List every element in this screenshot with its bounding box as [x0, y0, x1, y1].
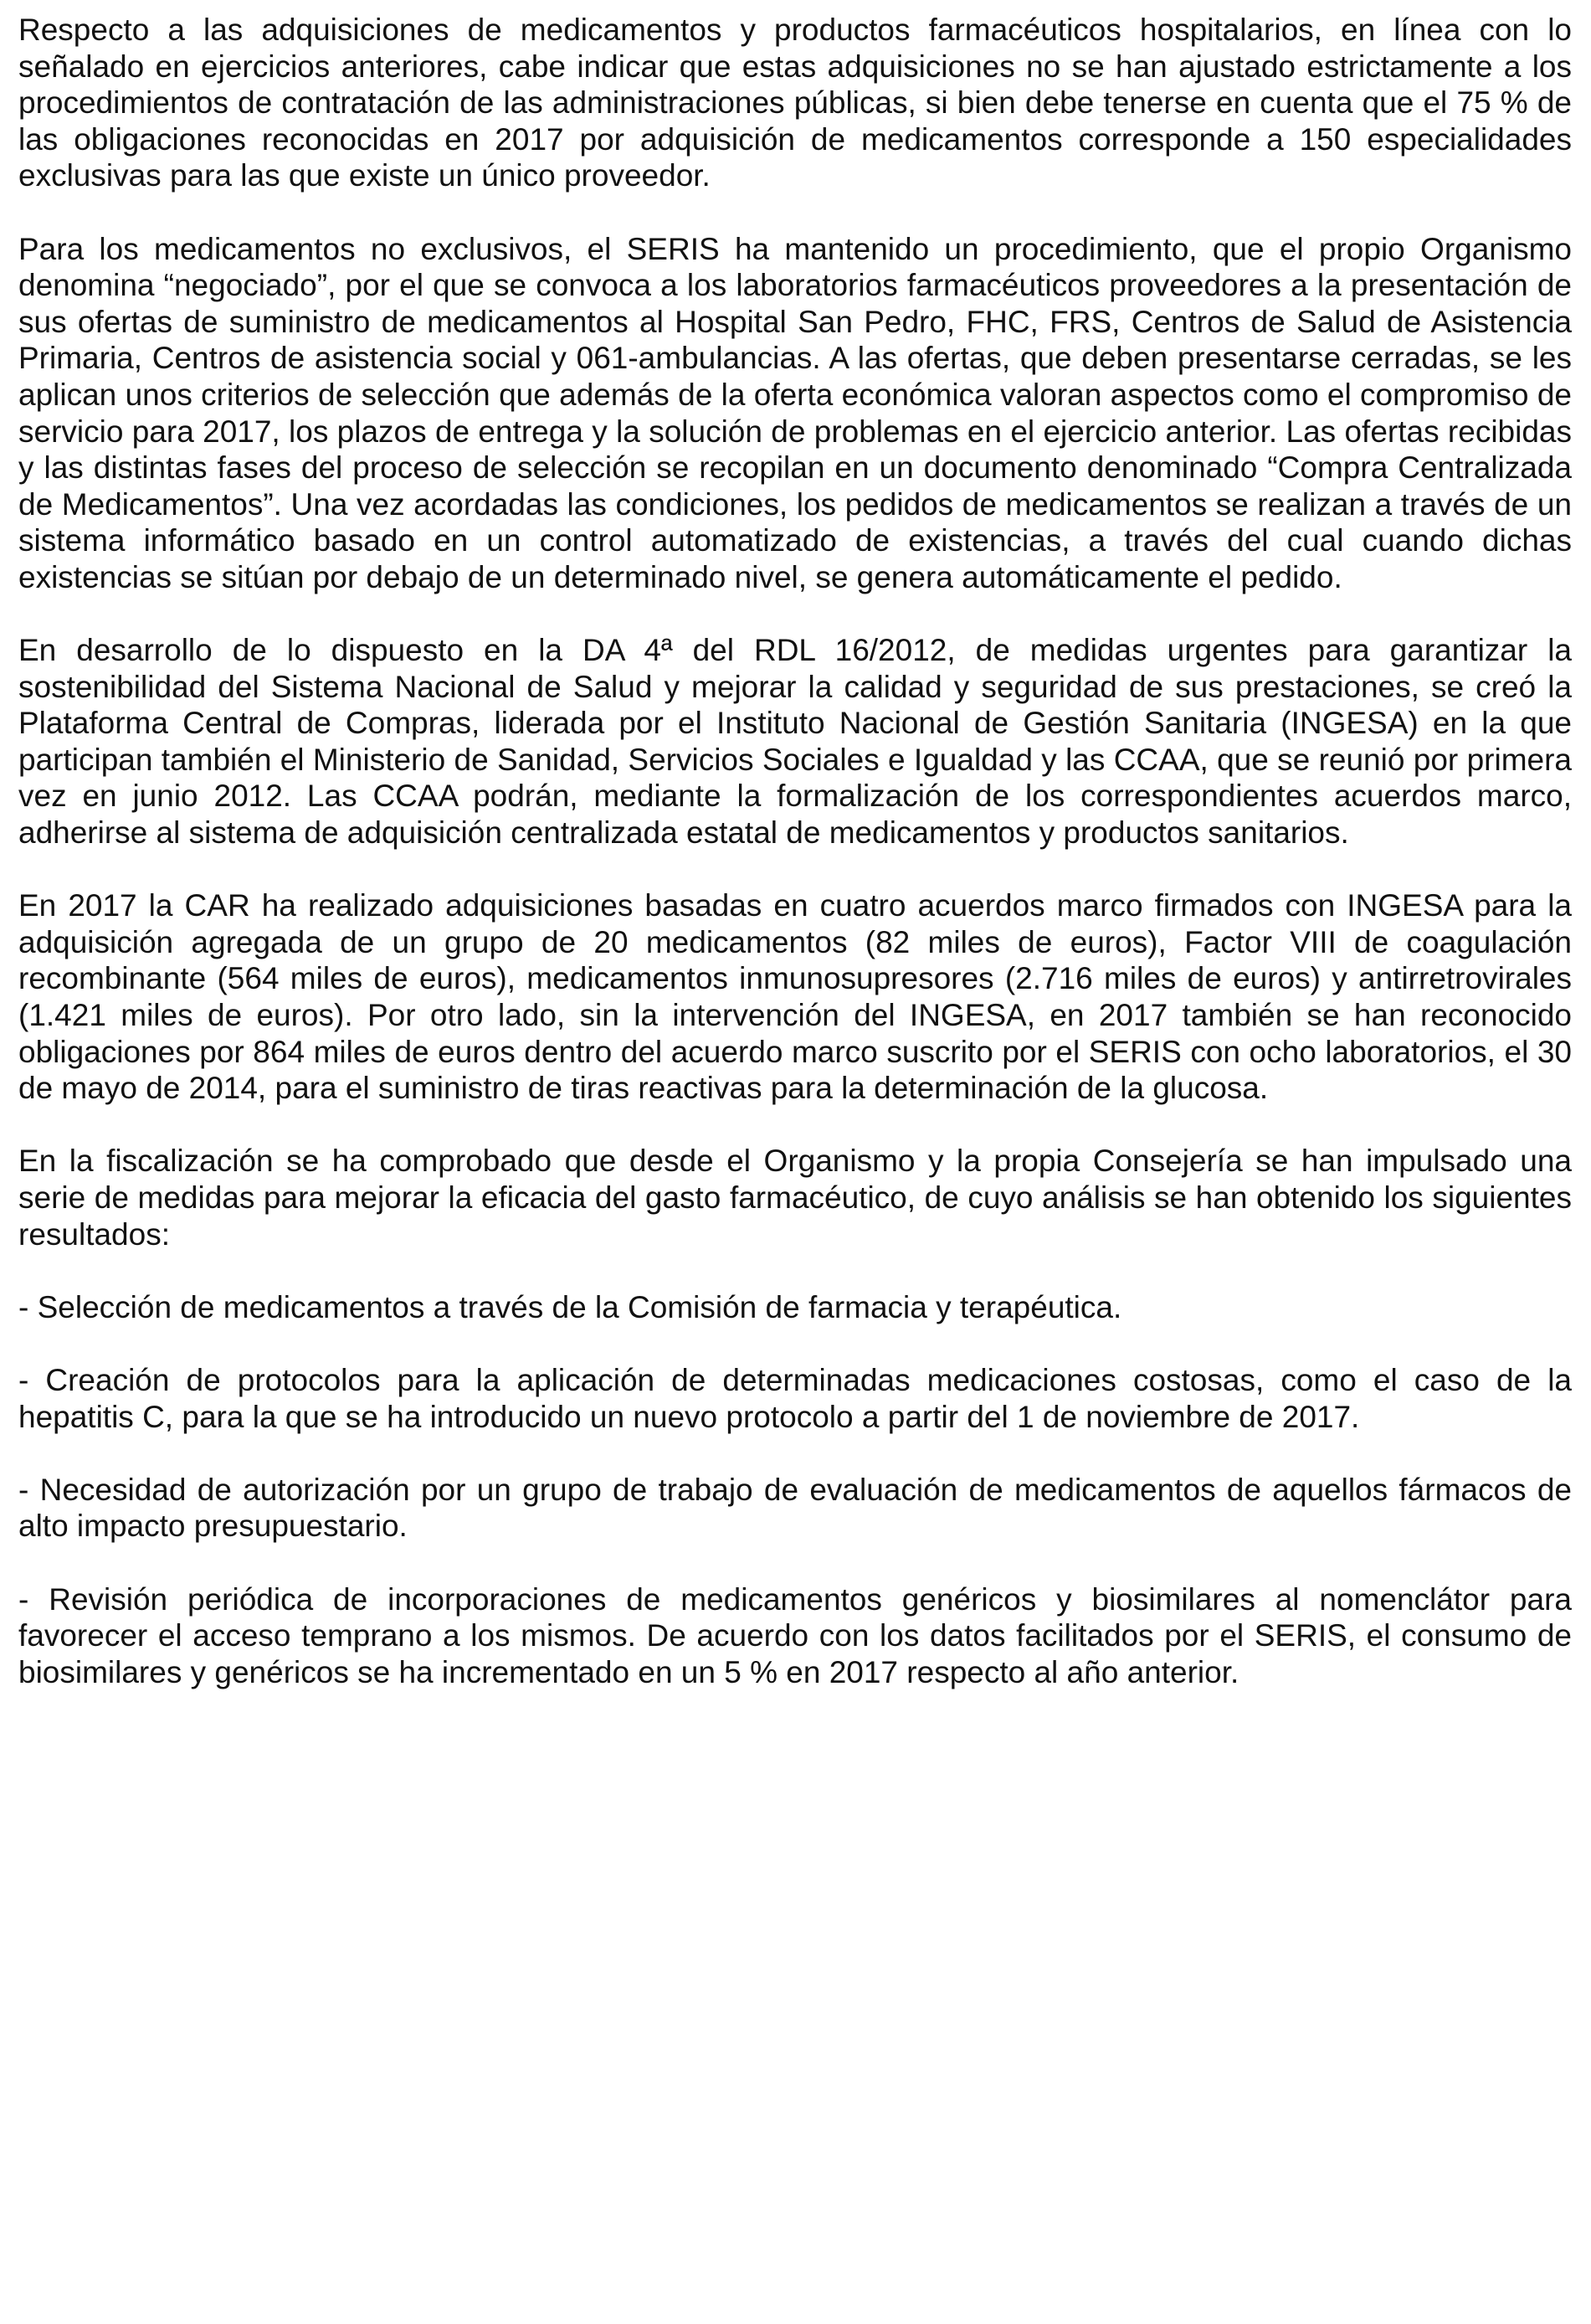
paragraph-adquisiciones-medicamentos: Respecto a las adquisiciones de medicamentos y productos farmacéuticos hospitalarios, en línea con lo señalado en ejercicios anteriores, cabe indicar que estas adquisiciones no se han ajustado estrictamente a los procedimientos de contratación de las administraciones públicas, si bien debe tenerse en cuenta que el 75 % de las obligaciones reconocidas en 2017 por adquisición de medicamentos corresponde a 150 especialidades exclusivas para las que existe un único proveedor.: [18, 13, 1572, 193]
list-item-seleccion-medicamentos: - Selección de medicamentos a través de la Comisión de farmacia y terapéutica.: [18, 1289, 1122, 1324]
list-item-creacion-protocolos: - Creación de protocolos para la aplicación de determinadas medicaciones costosas, como el caso de la hepatitis C, para la que se ha introducido un nuevo protocolo a partir del 1 de noviembre de 2017.: [18, 1362, 1572, 1434]
paragraph-medicamentos-no-exclusivos: Para los medicamentos no exclusivos, el SERIS ha mantenido un procedimiento, que el propio Organismo denomina “negociado”, por el que se convoca a los laboratorios farmacéuticos proveedores a la presentación de sus ofertas de suministro de medicamentos al Hospital San Pedro, FHC, FRS, Centros de Salud de Asistencia Primaria, Centros de asistencia social y 061-ambulancias. A las ofertas, que deben presentarse cerradas, se les aplican unos criterios de selección que además de la oferta económica valoran aspectos como el compromiso de servicio para 2017, los plazos de entrega y la solución de problemas en el ejercicio anterior. Las ofertas recibidas y las distintas fases del proceso de selección se recopilan en un documento denominado “Compra Centralizada de Medicamentos”. Una vez acordadas las condiciones, los pedidos de medicamentos se realizan a través de un sistema informático basado en un control automatizado de existencias, a través del cual cuando dichas existencias se sitúan por debajo de un determinado nivel, se genera automáticamente el pedido.: [18, 231, 1572, 594]
paragraph-acuerdos-marco-ingesa: En 2017 la CAR ha realizado adquisiciones basadas en cuatro acuerdos marco firmados con INGESA para la adquisición agregada de un grupo de 20 medicamentos (82 miles de euros), Factor VIII de coagulación recombinante (564 miles de euros), medicamentos inmunosupresores (2.716 miles de euros) y antirretrovirales (1.421 miles de euros). Por otro lado, sin la intervención del INGESA, en 2017 también se han reconocido obligaciones por 864 miles de euros dentro del acuerdo marco suscrito por el SERIS con ocho laboratorios, el 30 de mayo de 2014, para el suministro de tiras reactivas para la determinación de la glucosa.: [18, 888, 1572, 1106]
list-item-revision-periodica: - Revisión periódica de incorporaciones de medicamentos genéricos y biosimilares al nomenclátor para favorecer el acceso temprano a los mismos. De acuerdo con los datos facilitados por el SERIS, el consumo de biosimilares y genéricos se ha incrementado en un 5 % en 2017 respecto al año anterior.: [18, 1581, 1572, 1689]
paragraph-plataforma-central-compras: En desarrollo de lo dispuesto en la DA 4ª del RDL 16/2012, de medidas urgentes para garantizar la sostenibilidad del Sistema Nacional de Salud y mejorar la calidad y seguridad de sus prestaciones, se creó la Plataforma Central de Compras, liderada por el Instituto Nacional de Gestión Sanitaria (INGESA) en la que participan también el Ministerio de Sanidad, Servicios Sociales e Igualdad y las CCAA, que se reunió por primera vez en junio 2012. Las CCAA podrán, mediante la formalización de los correspondientes acuerdos marco, adherirse al sistema de adquisición centralizada estatal de medicamentos y productos sanitarios.: [18, 633, 1572, 851]
document-page: [18, 12, 1572, 1690]
list-item-necesidad-autorizacion: - Necesidad de autorización por un grupo de trabajo de evaluación de medicamentos de aquellos fármacos de alto impacto presupuestario.: [18, 1472, 1572, 1544]
paragraph-fiscalizacion-medidas: En la fiscalización se ha comprobado que desde el Organismo y la propia Consejería se han impulsado una serie de medidas para mejorar la eficacia del gasto farmacéutico, de cuyo análisis se han obtenido los siguientes resultados:: [18, 1144, 1572, 1252]
